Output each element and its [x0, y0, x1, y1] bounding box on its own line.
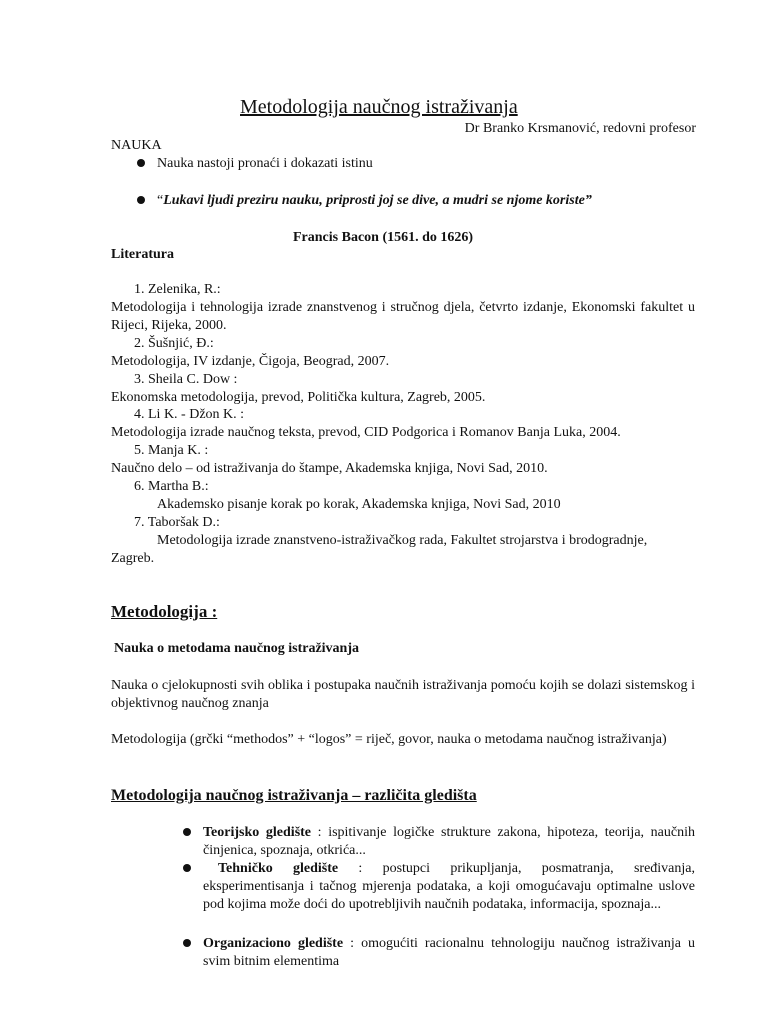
bullet-icon [183, 939, 191, 947]
quote-text: Lukavi ljudi preziru nauku, priprosti joj se dive, a mudri se njome koriste” [163, 193, 592, 208]
lit-item-7-text-line2: Zagreb. [111, 551, 155, 566]
lit-item-1-text: Metodologija i tehnologija izrade znanstvenog i stručnog djela, četvrto izdanje, Ekonomski fakultet u Rijeci, Rijeka, 2000. [111, 300, 695, 333]
document-title: Metodologija naučnog istraživanja [240, 96, 518, 118]
lit-item-4-num: 4. Li K. - Džon K. : [134, 407, 245, 422]
gledista-item-2-term: Tehničko gledište [218, 861, 339, 876]
literatura-heading: Literatura [111, 247, 174, 262]
lit-item-2-num: 2. Šušnjić, Đ.: [134, 336, 214, 351]
metodologija-heading: Metodologija : [111, 602, 218, 621]
lit-item-3-num: 3. Sheila C. Dow : [134, 372, 238, 387]
bullet-icon [183, 828, 191, 836]
bullet-icon [137, 159, 145, 167]
nauka-bullet-text: Nauka nastoji pronaći i dokazati istinu [157, 156, 373, 171]
gledista-item-1-term: Teorijsko gledište [203, 825, 312, 840]
gledista-item-1-text: : ispitivanje logičke strukture zakona, hipoteza, teorija, naučnih činjenica, spoznaja, otkrića... [203, 825, 695, 858]
metodologija-subheading: Nauka o metodama naučnog istraživanja [114, 641, 360, 656]
quote-open-mark: “ [157, 193, 164, 208]
lit-item-2-text: Metodologija, IV izdanje, Čigoja, Beograd, 2007. [111, 354, 390, 369]
lit-item-4-text: Metodologija izrade naučnog teksta, prevod, CID Podgorica i Romanov Banja Luka, 2004. [111, 425, 621, 440]
metodologija-paragraph-2: Metodologija (grčki “methodos” + “logos” = riječ, govor, nauka o metodama naučnog istraživanja) [111, 732, 667, 747]
gledista-item-3 [203, 935, 695, 971]
lit-item-7-num: 7. Taboršak D.: [134, 515, 220, 530]
lit-item-3-text: Ekonomska metodologija, prevod, Politička kultura, Zagreb, 2005. [111, 390, 486, 405]
gledista-item-2 [203, 860, 695, 914]
quote-author: Francis Bacon (1561. do 1626) [293, 230, 474, 245]
gledista-item-3-text: : omogućiti racionalnu tehnologiju naučnog istraživanja u svim bitnim elementima [203, 936, 695, 969]
bullet-icon [183, 864, 191, 872]
gledista-item-2-text: : postupci prikupljanja, posmatranja, sređivanja, eksperimentisanja i tačnog mjerenja podataka, a koji omogućavaju optimalne uslove pod kojima može doći do upotrebljivih naučnih podataka, informacija, spoznaja... [203, 861, 695, 912]
lit-item-6-num: 6. Martha B.: [134, 479, 209, 494]
gledista-item-3-term: Organizaciono gledište [203, 936, 344, 951]
nauka-heading: NAUKA [111, 138, 162, 153]
lit-item-1-num: 1. Zelenika, R.: [134, 282, 221, 297]
metodologija-paragraph-1: Nauka o cjelokupnosti svih oblika i postupaka naučnih istraživanja pomoću kojih se dolazi sistemskog i objektivnog naučnog znanja [111, 678, 695, 711]
lit-item-5-num: 5. Manja K. : [134, 443, 209, 458]
author-line: Dr Branko Krsmanović, redovni profesor [464, 121, 696, 136]
lit-item-5-text: Naučno delo – od istraživanja do štampe, Akademska knjiga, Novi Sad, 2010. [111, 461, 548, 476]
gledista-item-1 [203, 824, 695, 860]
lit-item-7-text-line1: Metodologija izrade znanstveno-istraživačkog rada, Fakultet strojarstva i brodogradnje, [157, 533, 648, 548]
lit-item-6-text: Akademsko pisanje korak po korak, Akademska knjiga, Novi Sad, 2010 [157, 497, 561, 512]
bacon-quote [157, 192, 592, 210]
gledista-heading: Metodologija naučnog istraživanja – različita gledišta [111, 787, 477, 804]
bullet-icon [137, 196, 145, 204]
